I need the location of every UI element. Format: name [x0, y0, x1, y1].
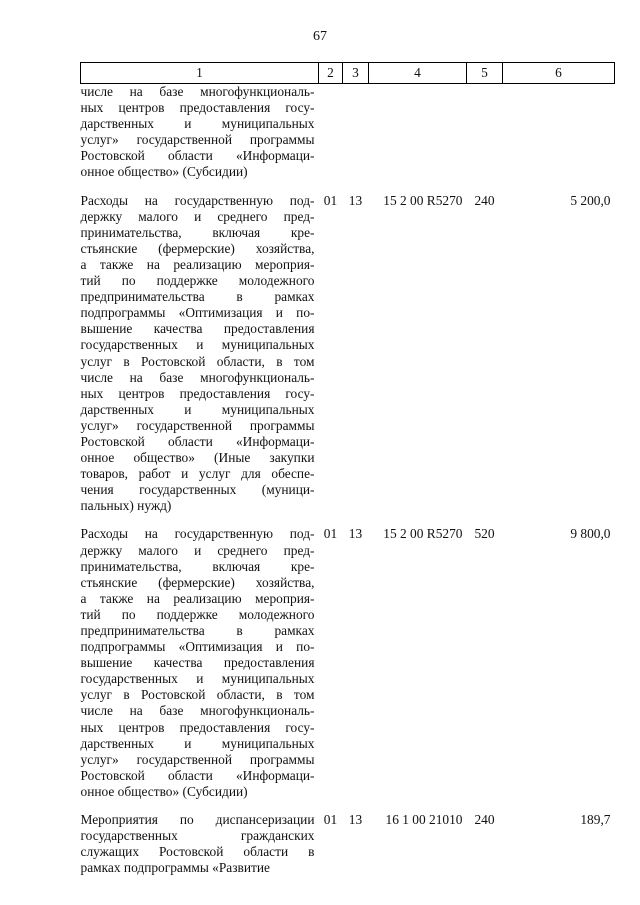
description-line: дарственных и муниципальных [80, 116, 315, 132]
description-line: рамках подпрограммы «Развитие [80, 860, 270, 876]
description-line: Мероприятия по диспансеризации [80, 812, 315, 828]
row-target-article: 16 1 00 21010 [385, 812, 463, 828]
row-amount [503, 84, 615, 181]
row-amount: 9 800,0 [570, 526, 611, 542]
description-line: тий по поддержке молодежного [80, 273, 315, 289]
description-line: служащих Ростовской области в [80, 844, 315, 860]
description-line: онное общество» (Субсидии) [80, 164, 248, 180]
description-line: Ростовской области «Информаци- [80, 767, 315, 783]
description-line: чения государственных (муници- [80, 482, 315, 498]
row-section-code [319, 84, 343, 181]
table-row [81, 84, 615, 181]
description-line: держку малого и среднего пред- [80, 208, 315, 224]
description-line: тий по поддержке молодежного [80, 606, 315, 622]
description-line: а также на реализацию мероприя- [80, 590, 315, 606]
table-row [81, 800, 615, 876]
description-line: онное общество» (Субсидии) [80, 783, 248, 799]
row-section-code: 01 [323, 526, 338, 542]
description-line: стьянские (фермерские) хозяйства, [80, 574, 315, 590]
description-line: Расходы на государственную под- [80, 192, 315, 208]
row-subsection-code: 13 [348, 526, 363, 542]
row-amount: 5 200,0 [570, 192, 611, 208]
description-line: принимательства, включая кре- [80, 558, 315, 574]
description-line: а также на реализацию мероприя- [80, 256, 315, 272]
description-line: Ростовской области «Информаци- [80, 433, 315, 449]
header-col-4: 4 [369, 63, 467, 84]
description-line: вышение качества предоставления [80, 321, 315, 337]
row-description [81, 800, 319, 876]
description-line: услуг» государственной программы [80, 417, 315, 433]
row-subsection-code [343, 84, 369, 181]
row-description [81, 514, 319, 800]
description-line: подпрограммы «Оптимизация и по- [80, 639, 315, 655]
table-header [81, 63, 615, 84]
description-line: принимательства, включая кре- [80, 224, 315, 240]
description-line: онное общество» (Иные закупки [80, 450, 315, 466]
description-line: числе на базе многофункциональ- [80, 84, 315, 99]
row-amount: 189,7 [580, 812, 611, 828]
description-line: предпринимательства в рамках [80, 623, 315, 638]
description-line: ных центров предоставления госу- [80, 100, 315, 116]
description-line: Расходы на государственную под- [80, 526, 315, 542]
description-line: предпринимательства в рамках [80, 289, 315, 305]
header-col-6: 6 [503, 63, 615, 84]
row-section-code: 01 [323, 812, 338, 828]
description-line: государственных гражданских [80, 828, 315, 844]
description-line: Ростовской области «Информаци- [80, 148, 315, 164]
row-target-article [369, 84, 467, 181]
description-line: государственных и муниципальных [80, 337, 315, 353]
row-expense-type: 240 [474, 192, 495, 208]
row-expense-type: 240 [474, 812, 495, 828]
description-line: товаров, работ и услуг для обеспе- [80, 466, 315, 482]
description-line: государственных и муниципальных [80, 671, 315, 687]
description-line: числе на базе многофункциональ- [80, 703, 315, 719]
description-line: вышение качества предоставления [80, 655, 315, 671]
budget-table-container [80, 62, 614, 876]
description-line: числе на базе многофункциональ- [80, 369, 315, 385]
row-expense-type: 520 [474, 526, 495, 542]
description-line: дарственных и муниципальных [80, 735, 315, 751]
row-description [81, 181, 319, 515]
header-col-1: 1 [81, 63, 319, 84]
table-body [81, 84, 615, 877]
budget-table [80, 62, 615, 876]
description-line: держку малого и среднего пред- [80, 542, 315, 558]
description-line: подпрограммы «Оптимизация и по- [80, 305, 315, 321]
description-line: стьянские (фермерские) хозяйства, [80, 240, 315, 256]
row-description [81, 84, 319, 181]
table-row [81, 181, 615, 515]
description-line: услуг» государственной программы [80, 132, 315, 148]
description-line: пальных) нужд) [80, 498, 172, 514]
table-row [81, 514, 615, 800]
row-target-article: 15 2 00 R5270 [383, 192, 463, 208]
header-col-5: 5 [467, 63, 503, 84]
description-line: ных центров предоставления госу- [80, 719, 315, 735]
header-col-3: 3 [343, 63, 369, 84]
header-col-2: 2 [319, 63, 343, 84]
row-expense-type [467, 84, 503, 181]
description-line: дарственных и муниципальных [80, 401, 315, 417]
description-line: ных центров предоставления госу- [80, 385, 315, 401]
description-line: услуг в Ростовской области, в том [80, 687, 315, 703]
description-line: услуг» государственной программы [80, 751, 315, 767]
row-target-article: 15 2 00 R5270 [383, 526, 463, 542]
row-subsection-code: 13 [348, 192, 363, 208]
row-section-code: 01 [323, 192, 338, 208]
header-row [81, 63, 615, 84]
description-line: услуг в Ростовской области, в том [80, 353, 315, 369]
row-subsection-code: 13 [348, 812, 363, 828]
page-number: 67 [313, 29, 327, 44]
